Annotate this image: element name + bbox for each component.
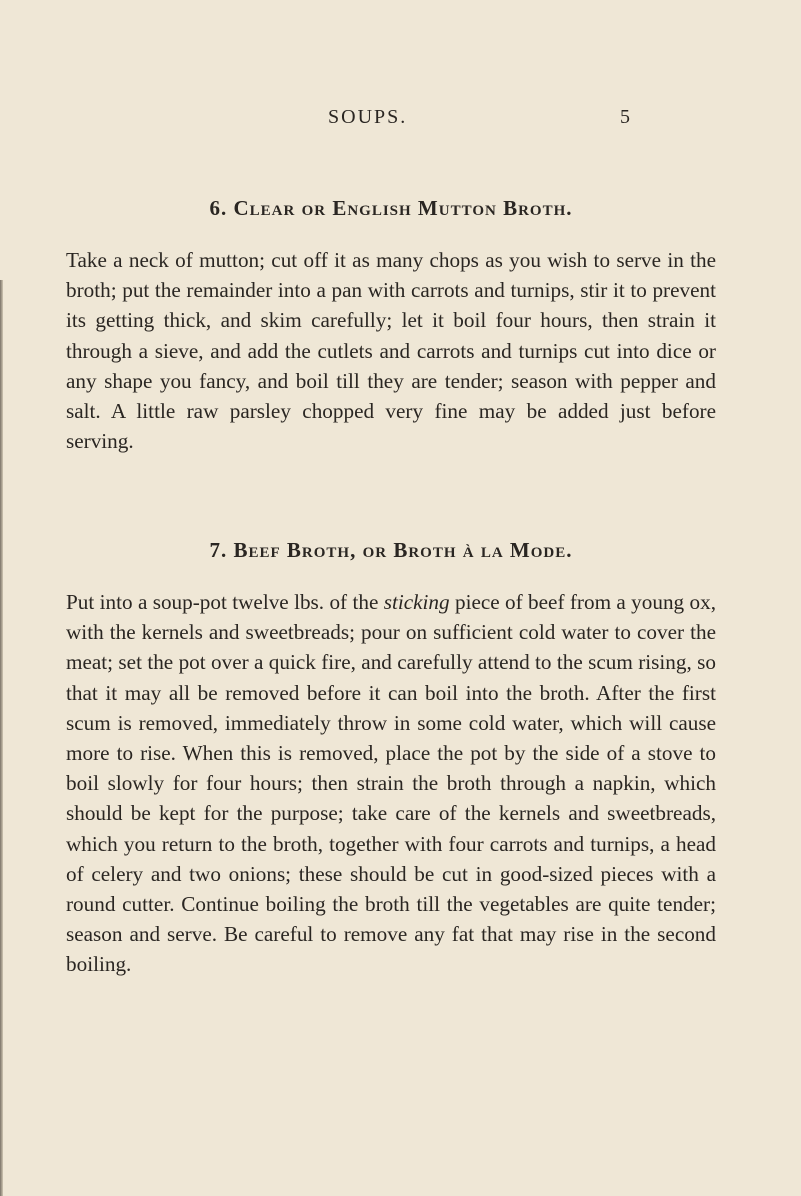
page-edge [0,280,3,1196]
recipe-text [66,587,716,980]
recipe-mutton-broth [66,196,716,456]
recipe-title: Clear or English Mutton Broth. [233,196,573,220]
recipe-number: 7. [209,538,228,562]
running-head [0,106,801,136]
recipe-text: Take a neck of mutton; cut off it as many chops as you wish to serve in the broth; put the remainder into a pan with carrots and turnips, stir it to prevent its getting thick, and skim carefully; let it boil four hours, then strain it through a sieve, and add the cutlets and carrots and turnips cut into dice or any shape you fancy, and boil till they are tender; season with pepper and salt. A little raw parsley chopped very fine may be added just before serving. [66,248,716,454]
recipe-text-emphasis: sticking [383,590,450,614]
recipe-text-part: piece of beef from a young ox, with the kernels and sweetbreads; pour on sufficient cold water to cover the meat; set the pot over a quick fire, and carefully attend to the scum rising, so that it may all be removed before it can boil into the broth. After the first scum is removed, immediately throw in some cold water, which will cause more to rise. When this is removed, place the pot by the side of a stove to boil slowly for four hours; then strain the broth through a napkin, which should be kept for the purpose; take care of the kernels and sweetbreads, which you return to the broth, together with four carrots and turnips, a head of celery and two onions; these should be cut in good-sized pieces with a round cutter. Continue boiling the broth till the vegetables are quite tender; season and serve. Be careful to remove any fat that may rise in the second boiling. [66,590,716,977]
running-title: SOUPS. [328,106,408,128]
recipe-heading [66,196,716,221]
recipe-text-part: Put into a soup-pot twelve lbs. of the [66,590,384,614]
recipe-heading [66,538,716,563]
recipe-title: Beef Broth, or Broth à la Mode. [233,538,573,562]
page-number: 5 [620,106,630,128]
recipe-beef-broth [66,538,716,980]
recipe-number: 6. [209,196,228,220]
